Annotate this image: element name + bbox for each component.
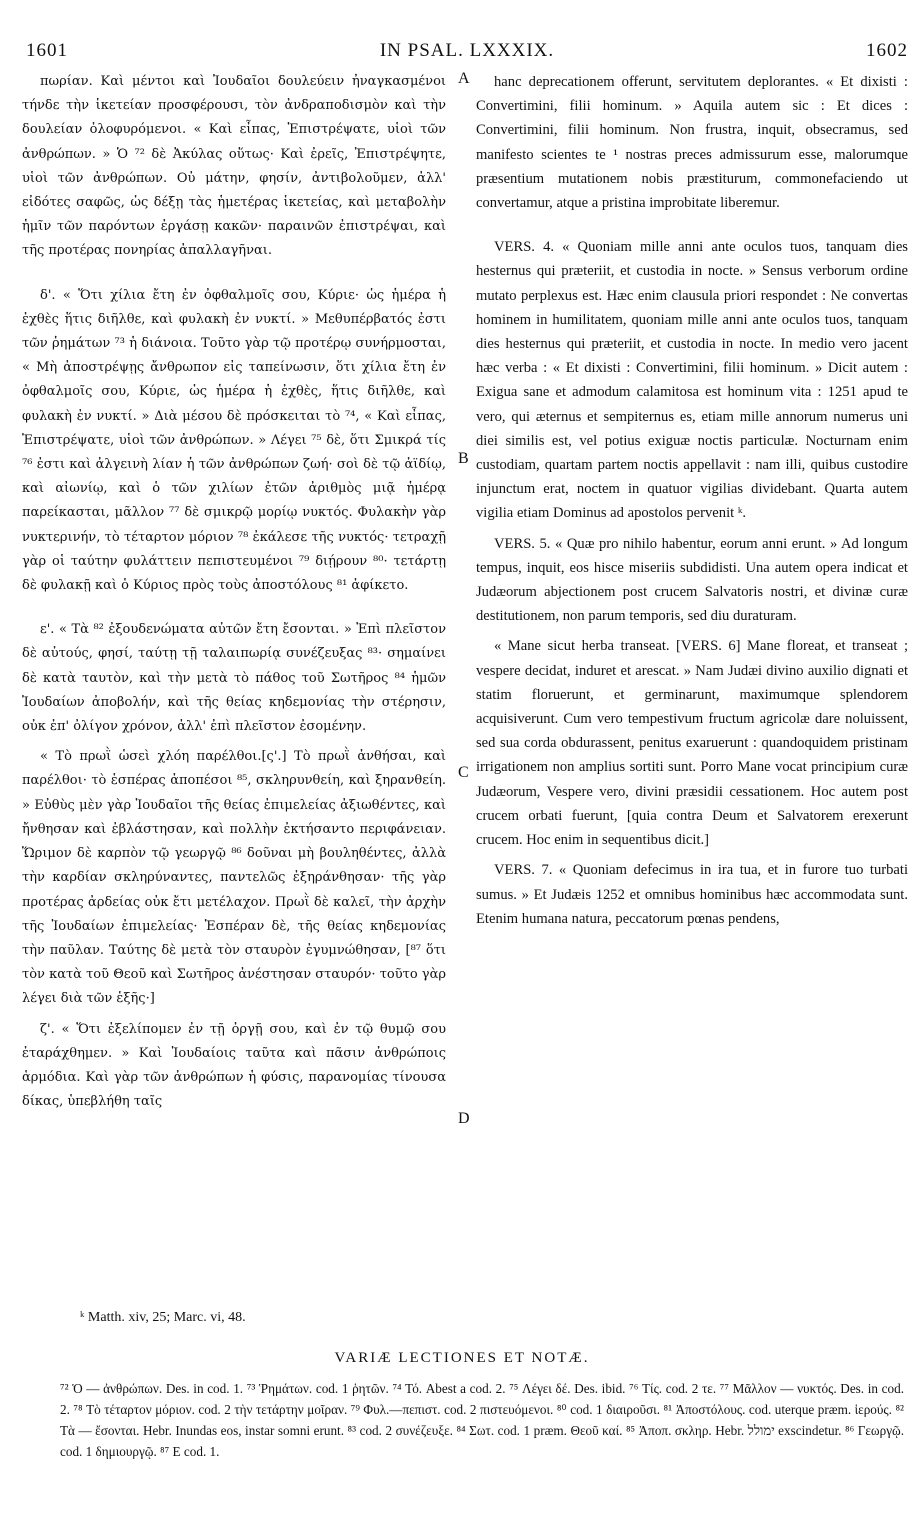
latin-paragraph: VERS. 7. « Quoniam defecimus in ira tua, et in furore tuo turbati sumus. » Et Judæis 1252 et omnibus hominibus hæc accommodata sunt. Etenim humana natura, peccatorum pœnas pendens, — [476, 862, 908, 927]
latin-paragraph: VERS. 5. « Quæ pro nihilo habentur, eorum anni erunt. » Ad longum tempus, inquit, eos hisce miseriis subdidisti. Una autem opera indicat et Judæorum abjectionem post crucem Salvatoris nostri, et divinæ curæ destitutionem, non parum temporis, sed diu duraturam. — [476, 535, 908, 625]
running-header — [26, 40, 908, 66]
latin-column — [476, 70, 908, 1306]
latin-paragraph: hanc deprecationem offerunt, servitutem deplorantes. « Et dixisti : Convertimini, filii hominum. » Aquila autem sic : Et dices : Convertimini, filii hominum. Non frustra, inquit, obsecramus, sed manifesto scientes te ¹ nostras preces admissurum esse, malorumque præsentium mutationem nobis præstiturum, commonefaciendo ut convertamur, atque a pristina improbitate liberemur. — [476, 74, 908, 212]
margin-letter-a: A — [458, 70, 470, 87]
margin-letter-c: C — [458, 764, 469, 781]
right-page-number: 1602 — [866, 40, 908, 61]
latin-paragraph: « Mane sicut herba transeat. [VERS. 6] Mane floreat, et transeat ; vespere decidat, induret et arescat. » Nam Judæi divino auxilio dignati et statim floruerunt, et germinarunt, maximumque splendorem acquisiverunt. Cum vero tempestivum fructum agricolæ dare noluissent, sed sua corda obdurassent, penitus exaruerunt : quandoquidem pristinam irrigationem non amplius sortiti sunt. Porro Mane vocat principium curæ Judæorum, Vespere vero, divini præsidii cessationem. Hoc autem post crucem orbati fuerunt, [quia contra Deum et Salvatorem erexerunt crucem. Hoc enim in sequentibus dicit.] — [476, 638, 908, 849]
margin-letter-d: D — [458, 1110, 470, 1127]
variae-lectiones-title: VARIÆ LECTIONES ET NOTÆ. — [334, 1350, 590, 1366]
variant-notes — [60, 1378, 904, 1462]
greek-paragraph: ζ'. « Ὅτι ἐξελίπομεν ἐν τῇ ὀργῇ σου, καὶ ἐν τῷ θυμῷ σου ἐταράχθημεν. » Καὶ Ἰουδαίοις ταῦτα καὶ πᾶσιν ἀνθρώποις ἁρμόδια. Καὶ γὰρ τῶν ἀνθρώπων ἡ φύσις, παρανομίας τίνουσα δίκας, ὑπεβλήθη ταῖς — [22, 1021, 446, 1110]
greek-paragraph: δ'. « Ὅτι χίλια ἔτη ἐν ὀφθαλμοῖς σου, Κύριε· ὡς ἡμέρα ἡ ἐχθὲς ἥτις διῆλθε, καὶ φυλακὴ ἐν νυκτί. » Μεθυπέρβατός ἐστι τῶν ῥημάτων ⁷³ ἡ διάνοια. Τοῦτο γὰρ τῷ προτέρῳ συνήρμοσται, « Μὴ ἀποστρέψῃς ἄνθρωπον εἰς ταπείνωσιν, ὅτι χίλια ἔτη ἐν ὀφθαλμοῖς σου, Κύριε, ὡς ἡμέρα ἡ ἐχθὲς, ἥτις διῆλθε, καὶ φυλακὴ ἐν νυκτί. » Διὰ μέσου δὲ πρόσκειται τὸ ⁷⁴, « Καὶ εἶπας, Ἐπιστρέψατε, υἱοὶ τῶν ἀνθρώπων. » Λέγει ⁷⁵ δὲ, ὅτι Σμικρά τίς ⁷⁶ ἐστι καὶ ἀλγεινὴ λίαν ἡ τῶν ἀνθρώπων ζωή· σοὶ δὲ τῷ ἀϊδίῳ, καὶ αἰωνίῳ, καὶ ὁ τῶν χιλίων ἐτῶν ἀριθμὸς μιᾷ ἡμέρᾳ παρείκασται, μᾶλλον ⁷⁷ δὲ σμικρῷ μορίῳ νυκτός. Φυλακὴν γὰρ νυκτερινήν, τὸ τέταρτον μόριον ⁷⁸ ἐκάλεσε τῆς νυκτός· τετραχῇ γὰρ οἱ ταύτην φυλάττειν πεπιστευμένοι ⁷⁹ διῄρουν ⁸⁰· τετάρτῃ δὲ φυλακῇ καὶ ὁ Κύριος πρὸς τοὺς ἀποστόλους ⁸¹ ἀφίκετο. — [22, 287, 446, 594]
notes-text: ⁷² Ὁ — ἀνθρώπων. Des. in cod. 1. ⁷³ Ῥημάτων. cod. 1 ῥητῶν. ⁷⁴ Τό. Abest a cod. 2. ⁷⁵ Λέγει δέ. Des. ibid. ⁷⁶ Τίς. cod. 2 τε. ⁷⁷ Μᾶλλον — νυκτός. Des. in cod. 2. ⁷⁸ Τὸ τέταρτον μόριον. cod. 2 τὴν τετάρτην μοῖραν. ⁷⁹ Φυλ.—πεπιστ. cod. 2 πιστευόμενοι. ⁸⁰ cod. 1 διαιροῦσι. ⁸¹ Ἀποστόλους. cod. uterque præm. ἱερούς. ⁸² Τὰ — ἔσονται. Hebr. Inundas eos, instar somni erunt. ⁸³ cod. 2 συνέζευξε. ⁸⁴ Σωτ. cod. 1 præm. Θεοῦ καί. ⁸⁵ Ἀποπ. σκληρ. Hebr. ימולל exscindetur. ⁸⁶ Γεωργῷ. cod. 1 δημιουργῷ. ⁸⁷ E cod. 1. — [60, 1381, 904, 1459]
greek-paragraph: ε'. « Τὰ ⁸² ἐξουδενώματα αὐτῶν ἔτη ἔσονται. » Ἐπὶ πλεῖστον δὲ αὐτούς, φησί, ταύτῃ τῇ ταλαιπωρίᾳ συνέζευξας ⁸³· σημαίνει δὲ κατὰ ταυτὸν, καὶ τὴν μετὰ τὸ πάθος τοῦ Σωτῆρος ⁸⁴ ἡμῶν Ἰουδαίων ἀποβολήν, καὶ τῆς θείας κηδεμονίας τὴν στέρησιν, οὐκ ἐπ' ὀλίγον χρόνον, ἀλλ' ἐπὶ πλεῖστον ἐσομένην. — [22, 622, 446, 735]
greek-paragraph: « Τὸ πρωῒ ὡσεὶ χλόη παρέλθοι.[ς'.] Τὸ πρωῒ ἀνθήσαι, καὶ παρέλθοι· τὸ ἑσπέρας ἀποπέσοι ⁸⁵, σκληρυνθείη, καὶ ξηρανθείη. » Εὐθὺς μὲν γὰρ Ἰουδαῖοι τῆς θείας ἐπιμελείας ἀξιωθέντες, καὶ ἤνθησαν καὶ ἐβλάστησαν, καὶ πολλὴν ἐκτήσαντο περιφάνειαν. Ὥριμον δὲ καρπὸν τῷ γεωργῷ ⁸⁶ δοῦναι μὴ βουληθέντες, ἀλλὰ τὴν καρδίαν σκληρύναντες, παντελῶς ἐξηράνθησαν· τῆς γὰρ προτέρας ἀρδείας οὐκ ἔτι μετέλαχον. Πρωῒ δὲ καλεῖ, τὴν ἀρχὴν τῆς Ἰουδαίων ἐπιμελείας· Ἑσπέραν δὲ, τῆς θείας κηδεμονίας τὴν παῦλαν. Ταύτης δὲ μετὰ τὸν σταυρὸν ἐγυμνώθησαν, [⁸⁷ ὅτι τὸν κατὰ τοῦ Θεοῦ καὶ Σωτῆρος ἀνέστησαν σταυρόν· τοῦτο γὰρ λέγει διὰ τῶν ἑξῆς·] — [22, 749, 446, 1007]
footnote: ᵏ Matth. xiv, 25; Marc. vi, 48. — [80, 1310, 246, 1325]
left-page-number: 1601 — [26, 40, 68, 61]
header-title: IN PSAL. LXXXIX. — [379, 40, 555, 61]
margin-letter-b: B — [458, 450, 469, 467]
greek-paragraph: πωρίαν. Καὶ μέντοι καὶ Ἰουδαῖοι δουλεύειν ἠναγκασμένοι τήνδε τὴν ἱκετείαν προσφέρουσι, τὸν ἀνδραποδισμὸν καὶ τὴν δουλείαν ὀλοφυρόμενοι. « Καὶ εἶπας, Ἐπιστρέψατε, υἱοὶ τῶν ἀνθρώπων. » Ὁ ⁷² δὲ Ἀκύλας οὕτως· Καὶ ἐρεῖς, Ἐπιστρέψητε, υἱοὶ τῶν ἀνθρώπων. Οὐ μάτην, φησίν, ἀντιβολοῦμεν, ἀλλ' εἰδότες σαφῶς, ὡς δέξῃ τὰς ἡμετέρας ἱκετείας, καὶ μεταβολὴν ἡμῖν τῶν παρόντων ἐργάσῃ κακῶν· παραινῶν ἐπιστρέψαι, καὶ τῆς προτέρας πονηρίας ἀπαλλαγῆναι. — [22, 74, 446, 259]
greek-column — [22, 70, 446, 1306]
latin-paragraph: VERS. 4. « Quoniam mille anni ante oculos tuos, tanquam dies hesternus qui præteriit, et custodia in nocte. » Sensus verborum ordine mutato perplexus est. Hæc enim clausula priori respondet : Ne convertas hominem in humilitatem, quoniam mille anni ante oculos tuos, tanquam dies hesternus qui præteriit, et custodia in nocte. In medio vero jacent hæc verba : « Et dixisti : Convertimini, filii hominum. » Dicit autem : Exigua sane et admodum calamitosa est hominum vita : 1251 apud te vero, qui æternus et sempiternus es, etiam mille annorum numerus uni diei similis est, vel potius exiguæ noctis particulæ. Nocturnam enim custodiam, quartam partem noctis appellavit : nam illi, quibus custodire injunctum erat, noctem in quatuor vigilias dividebant. Quarta autem vigilia etiam Dominus ad apostolos pervenit ᵏ. — [476, 239, 908, 522]
